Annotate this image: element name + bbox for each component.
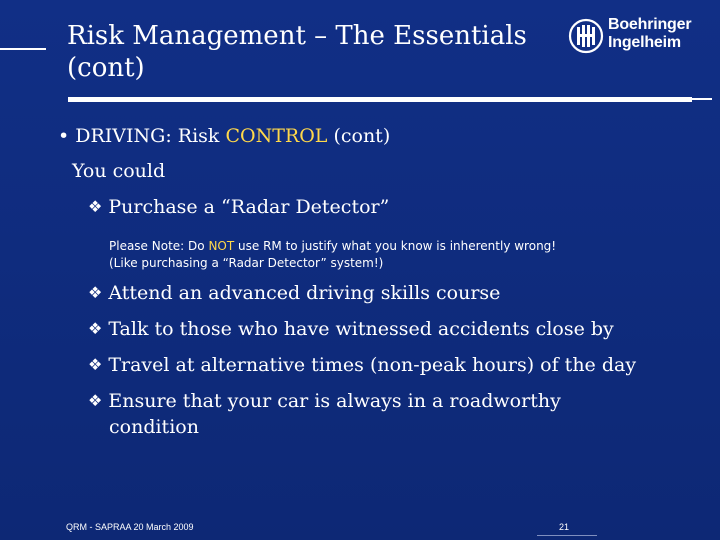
note-line-1: [109, 238, 556, 255]
note-text: [109, 238, 556, 272]
note-line-1-suffix: use RM to justify what you know is inherently wrong!: [238, 239, 557, 253]
bullet-prefix: DRIVING: Risk: [75, 125, 220, 147]
list-item: [88, 354, 636, 376]
slide-title-line-2: (cont): [67, 53, 145, 83]
diamond-bullet-icon: ❖: [88, 197, 103, 216]
note-accent-word: NOT: [208, 239, 235, 253]
footer-label: QRM - SAPRAA 20 March 2009: [66, 522, 194, 532]
bullet-suffix: (cont): [333, 125, 391, 147]
logo-wordmark-line-1: Boehringer: [608, 16, 692, 33]
diamond-bullet-icon: ❖: [88, 319, 103, 338]
note-line-2: (Like purchasing a “Radar Detector” system!): [109, 256, 384, 270]
slide-title-line-1: Risk Management – The Essentials: [67, 21, 527, 51]
page-number: 21: [559, 522, 570, 532]
list-item-text: Purchase a “Radar Detector”: [108, 196, 390, 218]
list-item: [88, 282, 500, 304]
logo-wordmark-line-2: Ingelheim: [608, 34, 681, 51]
list-item: [88, 318, 614, 340]
bullet-accent-word: CONTROL: [225, 125, 328, 147]
list-item: [88, 196, 389, 218]
list-item-text: Ensure that your car is always in a roadworthy: [108, 390, 561, 412]
list-item-continuation: condition: [109, 416, 199, 438]
bullet-marker: •: [58, 125, 70, 147]
main-bullet: [58, 125, 390, 147]
intro-text: You could: [72, 160, 166, 182]
diamond-bullet-icon: ❖: [88, 391, 103, 410]
list-item: [88, 390, 561, 412]
note-line-1-prefix: Please Note: Do: [109, 239, 205, 253]
list-item-text: Attend an advanced driving skills course: [108, 282, 501, 304]
diamond-bullet-icon: ❖: [88, 355, 103, 374]
list-item-text: Talk to those who have witnessed accidents close by: [108, 318, 614, 340]
list-item-text: Travel at alternative times (non-peak hours) of the day: [108, 354, 637, 376]
diamond-bullet-icon: ❖: [88, 283, 103, 302]
footer-divider: [537, 535, 597, 536]
